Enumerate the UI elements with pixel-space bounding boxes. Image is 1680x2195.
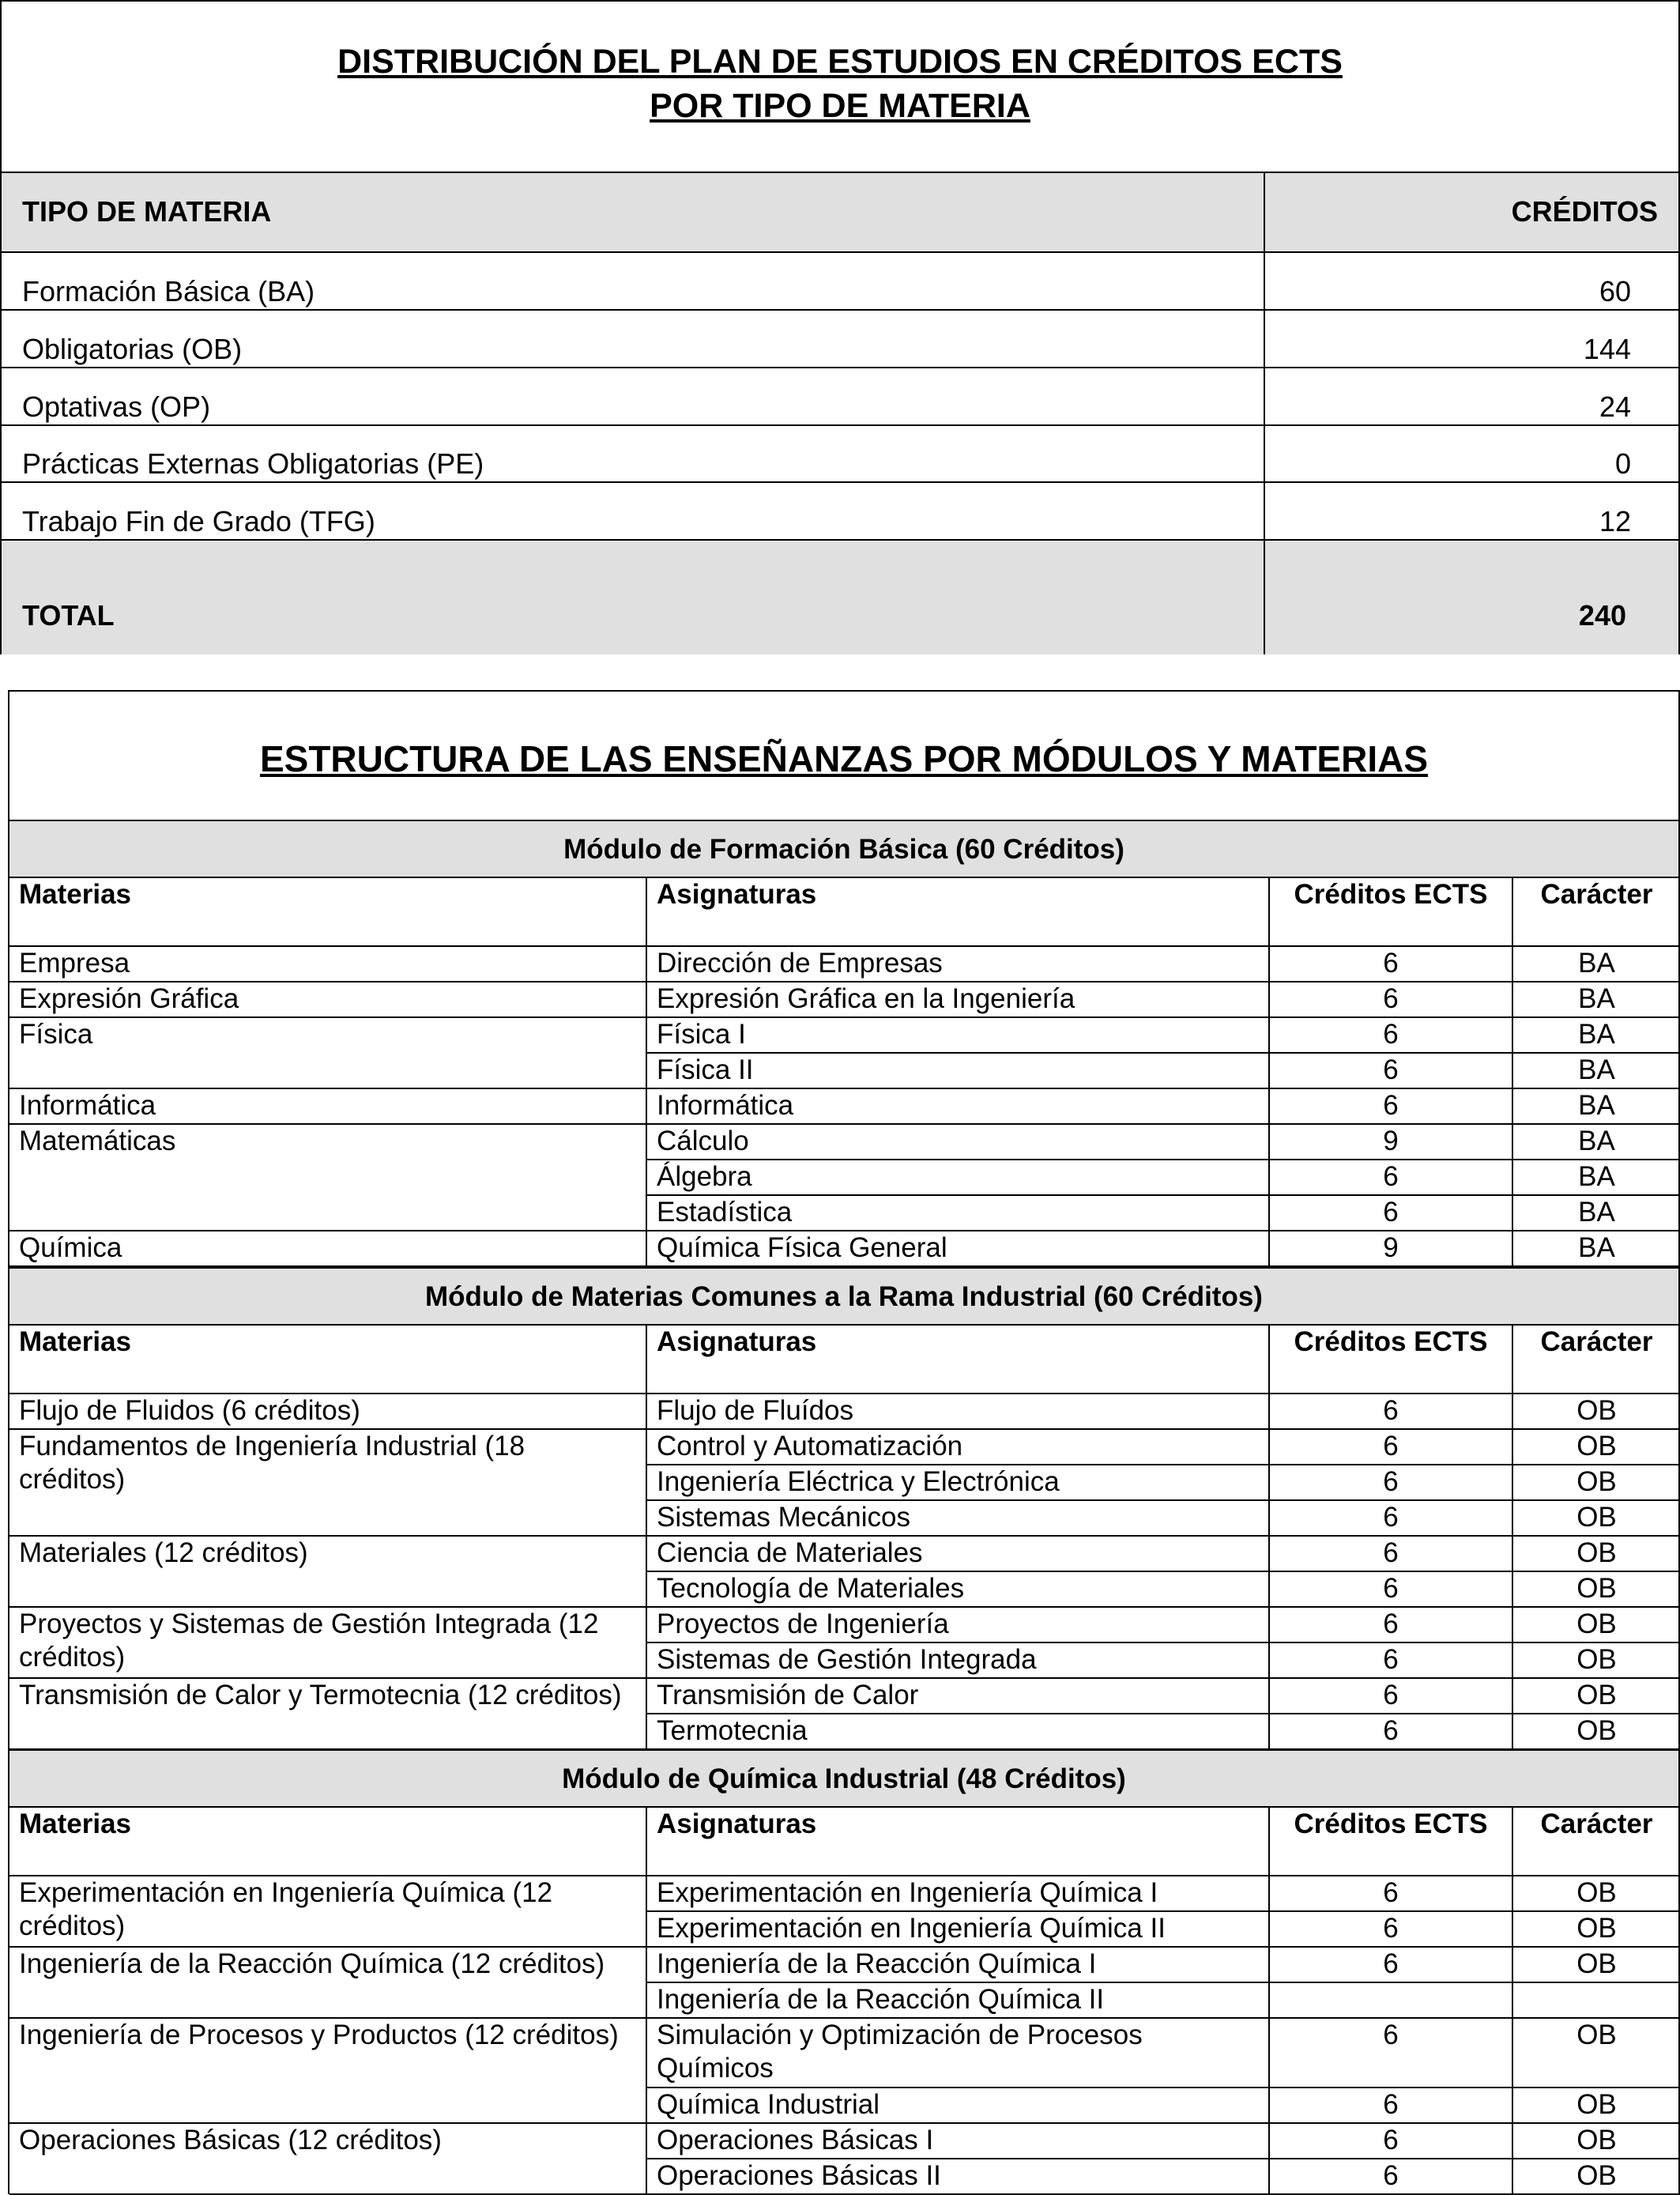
asignatura-cell: Experimentación en Ingeniería Química II [646,1911,1269,1947]
divider [2,539,1678,541]
table1-title-line2: POR TIPO DE MATERIA [650,87,1030,125]
row-creditos: 60 [1599,275,1631,307]
creditos-cell: 6 [1269,1195,1512,1231]
asignatura-cell: Transmisión de Calor [646,1678,1269,1714]
caracter-cell [1512,1982,1680,2018]
row-creditos: 144 [1583,333,1631,365]
asignatura-cell: Física II [646,1053,1269,1088]
materia-cell: Flujo de Fluidos (6 créditos) [9,1394,646,1429]
creditos-cell: 6 [1269,1571,1512,1607]
divider [2,367,1678,368]
caracter-cell: OB [1512,1536,1680,1571]
row-tipo: Optativas (OP) [22,390,211,423]
caracter-cell: OB [1512,2018,1680,2088]
column-header-row [9,1325,1680,1394]
asignatura-cell: Control y Automatización [646,1429,1269,1465]
asignatura-cell: Dirección de Empresas [646,946,1269,982]
table-row [9,1947,1680,1982]
caracter-cell: BA [1512,1160,1680,1195]
column-header-materias: Materias [9,1807,646,1876]
table-row [9,1017,1680,1053]
asignatura-cell: Tecnología de Materiales [646,1571,1269,1607]
asignatura-cell: Ciencia de Materiales [646,1536,1269,1571]
caracter-cell: OB [1512,1500,1680,1536]
materia-cell: Expresión Gráfica [9,982,646,1017]
caracter-cell: BA [1512,1088,1680,1124]
asignatura-cell: Química Industrial [646,2088,1269,2123]
divider [2,309,1678,311]
asignatura-cell: Física I [646,1017,1269,1053]
row-tipo: Prácticas Externas Obligatorias (PE) [22,447,484,480]
materia-cell: Informática [9,1088,646,1124]
row-tipo: Obligatorias (OB) [22,333,243,365]
column-header-materias: Materias [9,877,646,946]
creditos-cell: 6 [1269,1500,1512,1536]
header-tipo: TIPO DE MATERIA [22,195,272,228]
creditos-cell: 6 [1269,1911,1512,1947]
asignatura-cell: Operaciones Básicas II [646,2159,1269,2194]
row-tipo: Formación Básica (BA) [22,275,315,307]
modules-structure-table [8,690,1680,2194]
table-row [9,1607,1680,1642]
caracter-cell: OB [1512,1642,1680,1678]
creditos-cell: 6 [1269,1394,1512,1429]
column-header-caracter: Carácter [1512,1325,1680,1394]
creditos-cell: 6 [1269,1947,1512,1982]
row-tipo: Trabajo Fin de Grado (TFG) [22,505,375,537]
asignatura-cell: Operaciones Básicas I [646,2123,1269,2159]
creditos-cell: 6 [1269,982,1512,1017]
caracter-cell: OB [1512,1678,1680,1714]
asignatura-cell: Flujo de Fluídos [646,1394,1269,1429]
table-row [9,1536,1680,1571]
creditos-cell: 6 [1269,2159,1512,2194]
asignatura-cell: Álgebra [646,1160,1269,1195]
divider [2,172,1678,173]
materia-cell: Química [9,1231,646,1266]
asignatura-cell: Ingeniería Eléctrica y Electrónica [646,1465,1269,1500]
caracter-cell: OB [1512,1571,1680,1607]
caracter-cell: OB [1512,2088,1680,2123]
creditos-cell: 6 [1269,1017,1512,1053]
table1-total-bg [2,539,1678,654]
materia-cell: Fundamentos de Ingeniería Industrial (18 créditos) [9,1429,646,1536]
caracter-cell: BA [1512,1231,1680,1266]
creditos-cell: 6 [1269,1714,1512,1749]
caracter-cell: BA [1512,1124,1680,1160]
caracter-cell: OB [1512,2159,1680,2194]
creditos-cell: 6 [1269,1053,1512,1088]
table-row [9,1231,1680,1266]
module-title: Módulo de Materias Comunes a la Rama Industrial (60 Créditos) [9,1267,1678,1326]
caracter-cell: OB [1512,1911,1680,1947]
caracter-cell: BA [1512,1017,1680,1053]
column-header-creditos: Créditos ECTS [1269,877,1512,946]
column-header-asignaturas: Asignaturas [646,877,1269,946]
module-table-quimica-industrial [9,1806,1680,2195]
column-header-creditos: Créditos ECTS [1269,1325,1512,1394]
table-row [9,982,1680,1017]
total-value: 240 [1578,599,1626,632]
divider [2,251,1678,253]
asignatura-cell: Informática [646,1088,1269,1124]
table-row [9,1876,1680,1911]
credits-by-type-table [0,0,1680,654]
module-title: Módulo de Formación Básica (60 Créditos) [9,820,1678,878]
caracter-cell: OB [1512,1429,1680,1465]
header-creditos: CRÉDITOS [1511,195,1658,228]
divider [2,424,1678,426]
creditos-cell: 9 [1269,1231,1512,1266]
caracter-cell: OB [1512,1947,1680,1982]
materia-cell: Ingeniería de la Reacción Química (12 créditos) [9,1947,646,2018]
creditos-cell: 6 [1269,1678,1512,1714]
column-divider [1264,172,1265,654]
column-header-asignaturas: Asignaturas [646,1325,1269,1394]
table1-title-line1: DISTRIBUCIÓN DEL PLAN DE ESTUDIOS EN CRÉDITOS ECTS [337,43,1343,81]
asignatura-cell: Sistemas Mecánicos [646,1500,1269,1536]
total-label: TOTAL [22,599,115,632]
materia-cell: Empresa [9,946,646,982]
materia-cell: Operaciones Básicas (12 créditos) [9,2123,646,2194]
asignatura-cell: Termotecnia [646,1714,1269,1749]
creditos-cell: 6 [1269,1429,1512,1465]
table-row [9,1429,1680,1465]
caracter-cell: OB [1512,1394,1680,1429]
column-header-row [9,1807,1680,1876]
creditos-cell: 6 [1269,1160,1512,1195]
materia-cell: Matemáticas [9,1124,646,1231]
creditos-cell: 9 [1269,1124,1512,1160]
creditos-cell: 6 [1269,2123,1512,2159]
creditos-cell [1269,1982,1512,2018]
materia-cell: Ingeniería de Procesos y Productos (12 créditos) [9,2018,646,2123]
row-creditos: 0 [1614,447,1631,480]
materia-cell: Materiales (12 créditos) [9,1536,646,1607]
creditos-cell: 6 [1269,946,1512,982]
materia-cell: Proyectos y Sistemas de Gestión Integrada (12 créditos) [9,1607,646,1678]
module-table-formacion-basica [9,877,1680,1267]
creditos-cell: 6 [1269,2018,1512,2088]
column-header-caracter: Carácter [1512,1807,1680,1876]
asignatura-cell: Expresión Gráfica en la Ingeniería [646,982,1269,1017]
table2-title: ESTRUCTURA DE LAS ENSEÑANZAS POR MÓDULOS Y MATERIAS [259,738,1429,779]
caracter-cell: OB [1512,1465,1680,1500]
asignatura-cell: Proyectos de Ingeniería [646,1607,1269,1642]
asignatura-cell: Sistemas de Gestión Integrada [646,1642,1269,1678]
column-header-creditos: Créditos ECTS [1269,1807,1512,1876]
creditos-cell: 6 [1269,1536,1512,1571]
table-row [9,1124,1680,1160]
table-row [9,1088,1680,1124]
creditos-cell: 6 [1269,1876,1512,1911]
asignatura-cell: Simulación y Optimización de Procesos Químicos [646,2018,1269,2088]
row-creditos: 12 [1599,505,1631,537]
column-header-row [9,877,1680,946]
creditos-cell: 6 [1269,1642,1512,1678]
caracter-cell: OB [1512,1876,1680,1911]
table1-title [2,40,1678,128]
asignatura-cell: Química Física General [646,1231,1269,1266]
column-header-materias: Materias [9,1325,646,1394]
caracter-cell: BA [1512,1053,1680,1088]
caracter-cell: BA [1512,946,1680,982]
table-row [9,1394,1680,1429]
caracter-cell: OB [1512,1607,1680,1642]
row-creditos: 24 [1599,390,1631,423]
asignatura-cell: Experimentación en Ingeniería Química I [646,1876,1269,1911]
module-table-rama-industrial [9,1324,1680,1750]
creditos-cell: 6 [1269,1088,1512,1124]
creditos-cell: 6 [1269,2088,1512,2123]
table-row [9,2123,1680,2159]
caracter-cell: OB [1512,2123,1680,2159]
caracter-cell: BA [1512,982,1680,1017]
table-row [9,2018,1680,2088]
asignatura-cell: Cálculo [646,1124,1269,1160]
asignatura-cell: Ingeniería de la Reacción Química I [646,1947,1269,1982]
creditos-cell: 6 [1269,1607,1512,1642]
caracter-cell: BA [1512,1195,1680,1231]
materia-cell: Transmisión de Calor y Termotecnia (12 créditos) [9,1678,646,1749]
column-header-asignaturas: Asignaturas [646,1807,1269,1876]
materia-cell: Experimentación en Ingeniería Química (12 créditos) [9,1876,646,1947]
materia-cell: Física [9,1017,646,1088]
table-row [9,946,1680,982]
asignatura-cell: Estadística [646,1195,1269,1231]
creditos-cell: 6 [1269,1465,1512,1500]
table-row [9,1678,1680,1714]
module-title: Módulo de Química Industrial (48 Créditos) [9,1749,1678,1808]
divider [2,481,1678,483]
column-header-caracter: Carácter [1512,877,1680,946]
asignatura-cell: Ingeniería de la Reacción Química II [646,1982,1269,2018]
caracter-cell: OB [1512,1714,1680,1749]
